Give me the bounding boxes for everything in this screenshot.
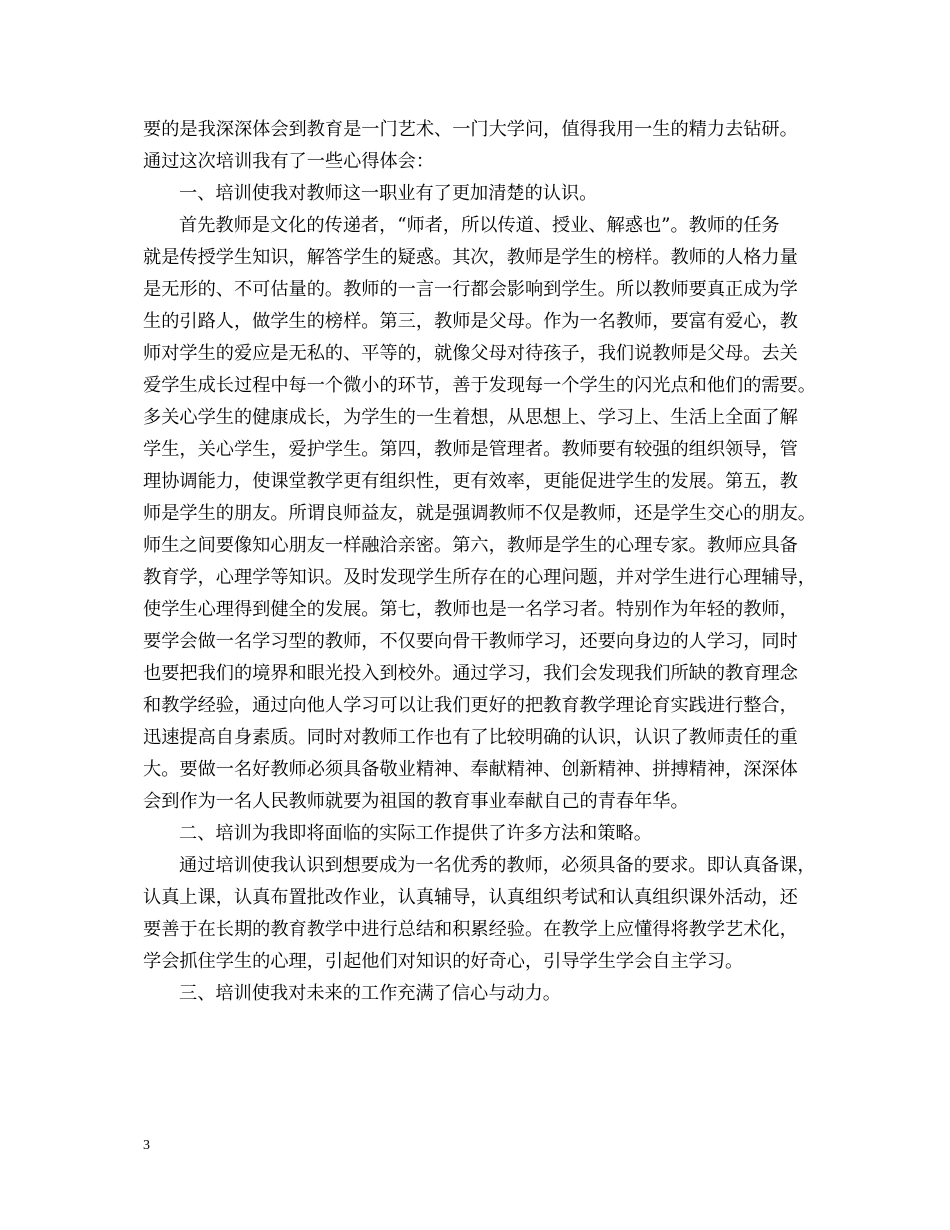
text-line: 多关心学生的健康成长，为学生的一生着想，从思想上、学习上、生活上全面了解 (143, 407, 798, 428)
text-line: 教育学，心理学等知识。及时发现学生所存在的心理问题，并对学生进行心理辅导， (143, 567, 816, 588)
text-line: 会到作为一名人民教师就要为祖国的教育事业奉献自己的青春年华。 (143, 791, 689, 812)
text-line: 也要把我们的境界和眼光投入到校外。通过学习，我们会发现我们所缺的教育理念 (143, 663, 798, 684)
text-line: 三、培训使我对未来的工作充满了信心与动力。 (179, 983, 561, 1004)
text-line: 生的引路人，做学生的榜样。第三，教师是父母。作为一名教师，要富有爱心，教 (143, 311, 798, 332)
text-line: 要善于在长期的教育教学中进行总结和积累经验。在教学上应懂得将教学艺术化， (143, 919, 798, 940)
text-line: 和教学经验，通过向他人学习可以让我们更好的把教育教学理论育实践进行整合， (143, 695, 798, 716)
text-line: 一、培训使我对教师这一职业有了更加清楚的认识。 (179, 183, 598, 204)
text-line: 师对学生的爱应是无私的、平等的，就像父母对待孩子，我们说教师是父母。去关 (143, 343, 798, 364)
text-line: 认真上课，认真布置批改作业，认真辅导，认真组织考试和认真组织课外活动，还 (143, 887, 798, 908)
text-line: 通过培训使我认识到想要成为一名优秀的教师，必须具备的要求。即认真备课， (179, 855, 816, 876)
text-line: 使学生心理得到健全的发展。第七，教师也是一名学习者。特别作为年轻的教师， (143, 599, 798, 620)
text-line: 学会抓住学生的心理，引起他们对知识的好奇心，引导学生学会自主学习。 (143, 951, 744, 972)
text-line: 通过这次培训我有了一些心得体会： (143, 151, 435, 172)
text-line: 大。要做一名好教师必须具备敬业精神、奉献精神、创新精神、拼搏精神，深深体 (143, 759, 798, 780)
text-line: 爱学生成长过程中每一个微小的环节，善于发现每一个学生的闪光点和他们的需要。 (143, 375, 816, 396)
text-line: 二、培训为我即将面临的实际工作提供了许多方法和策略。 (179, 823, 652, 844)
text-line: 学生，关心学生，爱护学生。第四，教师是管理者。教师要有较强的组织领导，管 (143, 439, 798, 460)
text-line: 首先教师是文化的传递者，“师者，所以传道、授业、解惑也”。教师的任务 (179, 215, 780, 236)
text-line: 要学会做一名学习型的教师，不仅要向骨干教师学习，还要向身边的人学习，同时 (143, 631, 798, 652)
body-text (143, 114, 823, 1010)
text-line: 师是学生的朋友。所谓良师益友，就是强调教师不仅是教师，还是学生交心的朋友。 (143, 503, 816, 524)
text-line: 是无形的、不可估量的。教师的一言一行都会影响到学生。所以教师要真正成为学 (143, 279, 798, 300)
text-line: 师生之间要像知心朋友一样融洽亲密。第六，教师是学生的心理专家。教师应具备 (143, 535, 798, 556)
text-line: 就是传授学生知识，解答学生的疑惑。其次，教师是学生的榜样。教师的人格力量 (143, 247, 798, 268)
text-line: 要的是我深深体会到教育是一门艺术、一门大学问，值得我用一生的精力去钻研。 (143, 119, 798, 140)
page-number: 3 (143, 1138, 150, 1153)
text-line: 迅速提高自身素质。同时对教师工作也有了比较明确的认识，认识了教师责任的重 (143, 727, 798, 748)
text-line: 理协调能力，使课堂教学更有组织性，更有效率，更能促进学生的发展。第五，教 (143, 471, 798, 492)
